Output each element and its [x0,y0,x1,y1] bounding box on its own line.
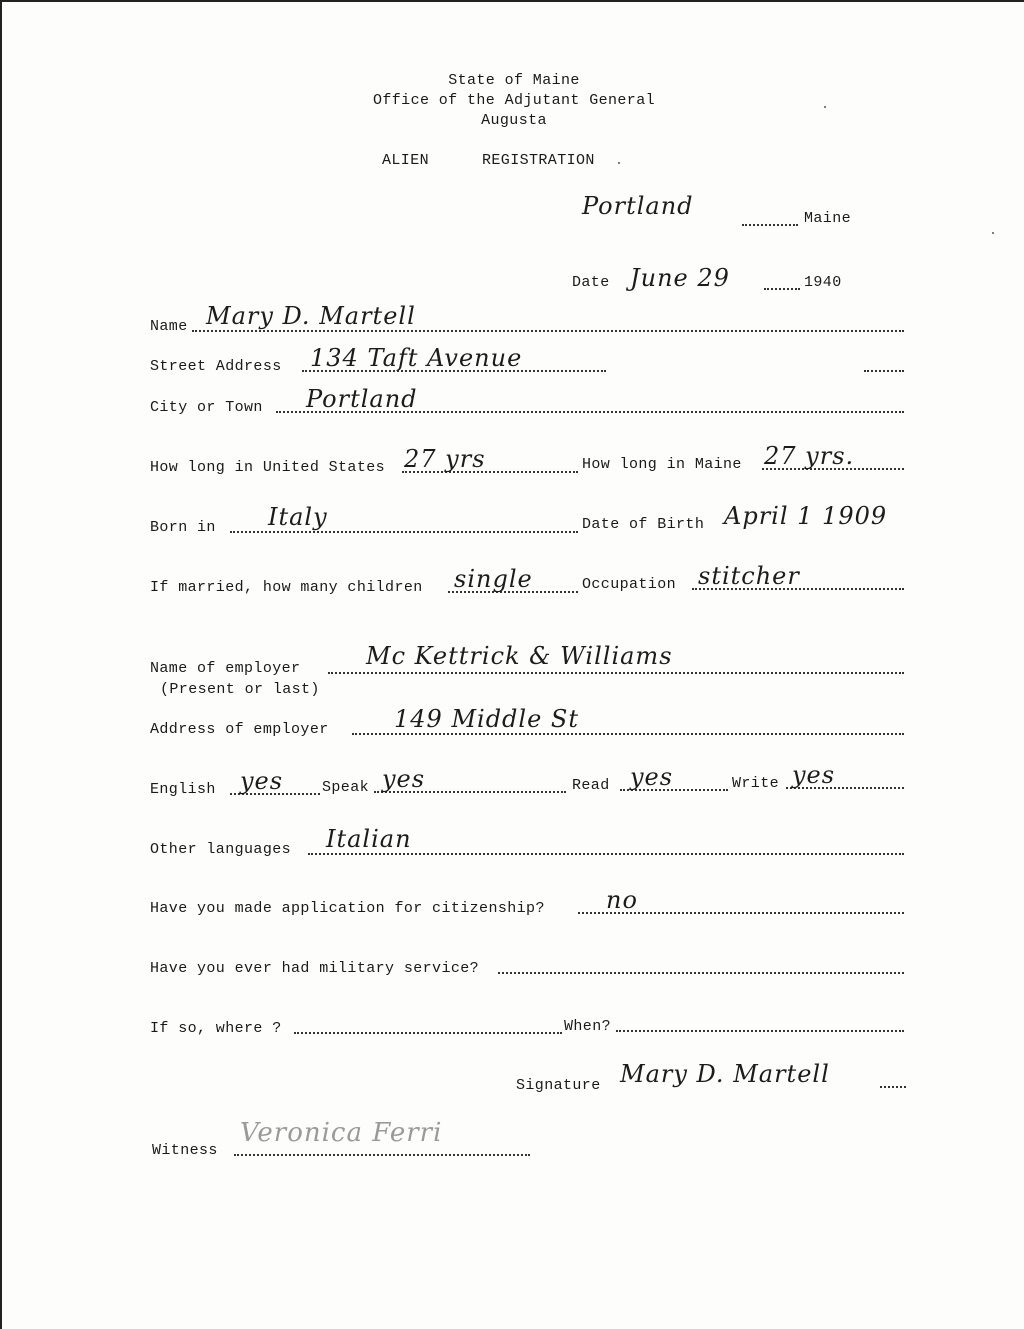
witness-label: Witness [152,1142,218,1159]
write-value: yes [792,761,836,789]
maine-years-value: 27 yrs. [764,442,855,470]
employer-value: Mc Kettrick & Williams [366,642,673,670]
speak-label: Speak [322,779,370,796]
witness-signature: Veronica Ferri [240,1118,443,1148]
occupation-label: Occupation [582,576,677,593]
header-city: Augusta [481,112,547,129]
when-label: When? [564,1018,612,1035]
employer-label: Name of employer [150,660,301,677]
english-label: English [150,781,216,798]
us-years-label: How long in United States [150,459,386,476]
speak-value: yes [382,765,426,793]
read-label: Read [572,777,610,794]
name-value: Mary D. Martell [206,302,416,330]
read-value: yes [630,763,674,791]
occupation-value: stitcher [698,562,800,590]
place-suffix: Maine [804,210,852,227]
military-label: Have you ever had military service? [150,960,480,977]
english-value: yes [240,767,284,795]
citizenship-label: Have you made application for citizenship? [150,900,545,917]
street-value: 134 Taft Avenue [310,344,523,372]
children-label: If married, how many children [150,579,423,596]
citizenship-value: no [606,886,638,914]
children-value: single [454,565,533,593]
maine-years-label: How long in Maine [582,456,742,473]
signature-value: Mary D. Martell [620,1060,830,1088]
other-languages-value: Italian [326,825,412,853]
dob-value: April 1 1909 [724,502,888,530]
employer-sublabel: (Present or last) [160,681,320,698]
employer-address-label: Address of employer [150,721,329,738]
dob-label: Date of Birth [582,516,705,533]
city-label: City or Town [150,399,263,416]
place-handwritten: Portland [582,192,694,220]
date-handwritten: June 29 [630,264,730,292]
header-alien: ALIEN [382,152,430,169]
city-value: Portland [306,385,418,413]
employer-address-value: 149 Middle St [394,705,580,733]
date-year: 1940 [804,274,842,291]
where-label: If so, where ? [150,1020,282,1037]
write-label: Write [732,775,780,792]
other-languages-label: Other languages [150,841,292,858]
street-label: Street Address [150,358,282,375]
born-in-value: Italy [268,503,328,531]
header-office: Office of the Adjutant General [372,92,656,109]
date-label: Date [572,274,610,291]
signature-label: Signature [516,1077,601,1094]
born-in-label: Born in [150,519,216,536]
header-state: State of Maine [448,72,580,89]
name-label: Name [150,318,188,335]
header-registration: REGISTRATION [482,152,595,169]
us-years-value: 27 yrs [404,445,486,473]
